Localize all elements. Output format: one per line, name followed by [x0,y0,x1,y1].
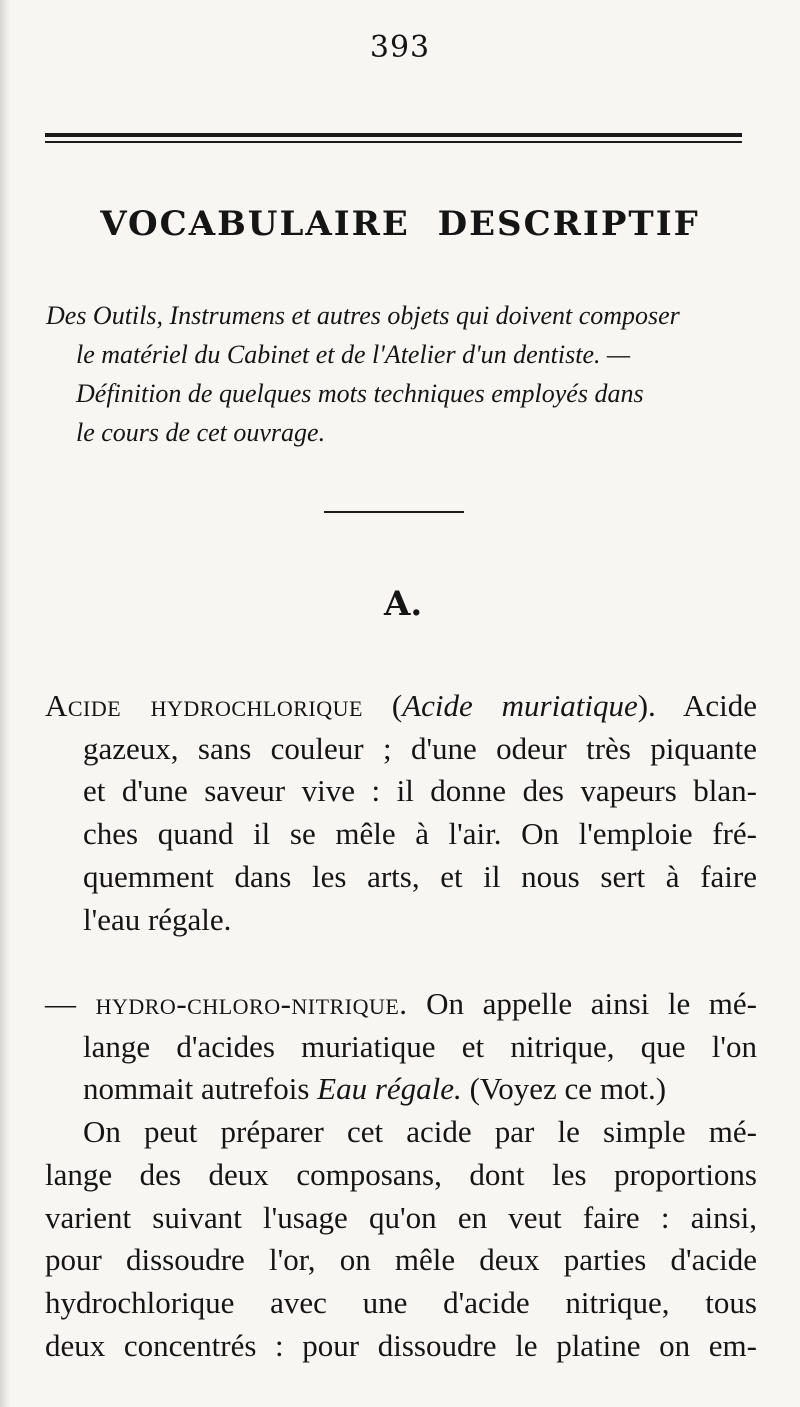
paragraph-line: hydrochlorique avec une d'acide nitrique, tous [45,1284,757,1320]
entry-line: gazeux, sans couleur ; d'une odeur très piquante [83,730,757,766]
entry-term: — hydro-chloro-nitrique. [45,986,408,1021]
section-letter: A. [384,584,423,624]
page-number: 393 [369,30,431,65]
entry-text: (Voyez ce mot.) [461,1071,667,1107]
rule-thick [45,133,742,137]
paragraph-line: lange des deux composans, dont les proportions [45,1156,757,1192]
entry-line: quemment dans les arts, et il nous sert à faire [83,858,757,894]
paren-open: ( [362,688,403,723]
entry-acide-hydrochlorique [45,685,757,941]
entry-text: On appelle ainsi le mé- [407,986,757,1021]
paragraph-line: pour dissoudre l'or, on mêle deux parties d'acide [45,1242,757,1278]
entry-line [45,983,757,1026]
subtitle-line: le cours de cet ouvrage. [76,418,326,447]
entry-line [45,1068,757,1111]
entry-italic: Eau régale. [317,1071,462,1107]
subtitle-line: Définition de quelques mots techniques employés dans [76,379,644,408]
entry-line: et d'une saveur vive : il donne des vapeurs blan- [83,773,757,809]
entry-text: nommait autrefois [83,1071,318,1107]
paren-close: ). [637,688,656,723]
entry-line: lange d'acides muriatique et nitrique, que l'on [83,1028,757,1064]
entry-term: Acide hydrochlorique [45,688,363,723]
subtitle-line: Des Outils, Instrumens et autres objets qui doivent composer [46,301,680,330]
paragraph-line: On peut préparer cet acide par le simple mé- [83,1114,757,1150]
subtitle [46,296,754,452]
entry-line: ches quand il se mêle à l'air. On l'emploie fré- [83,816,757,852]
paragraph-line: varient suivant l'usage qu'on en veut faire : ainsi, [45,1199,757,1235]
entry-text: Acide [655,688,758,723]
page-heading: VOCABULAIRE DESCRIPTIF [100,204,700,244]
rule-thin [45,141,742,143]
entry-line [45,685,757,728]
header-double-rule [45,133,742,144]
paragraph-line: deux concentrés : pour dissoudre le platine on em- [45,1327,757,1363]
entry-line: l'eau régale. [83,901,232,937]
section-divider [324,511,464,513]
entry-hydro-chloro-nitrique [45,983,757,1367]
subtitle-line: le matériel du Cabinet et de l'Atelier d'un dentiste. — [76,340,631,369]
entry-synonym: Acide muriatique [402,688,638,723]
